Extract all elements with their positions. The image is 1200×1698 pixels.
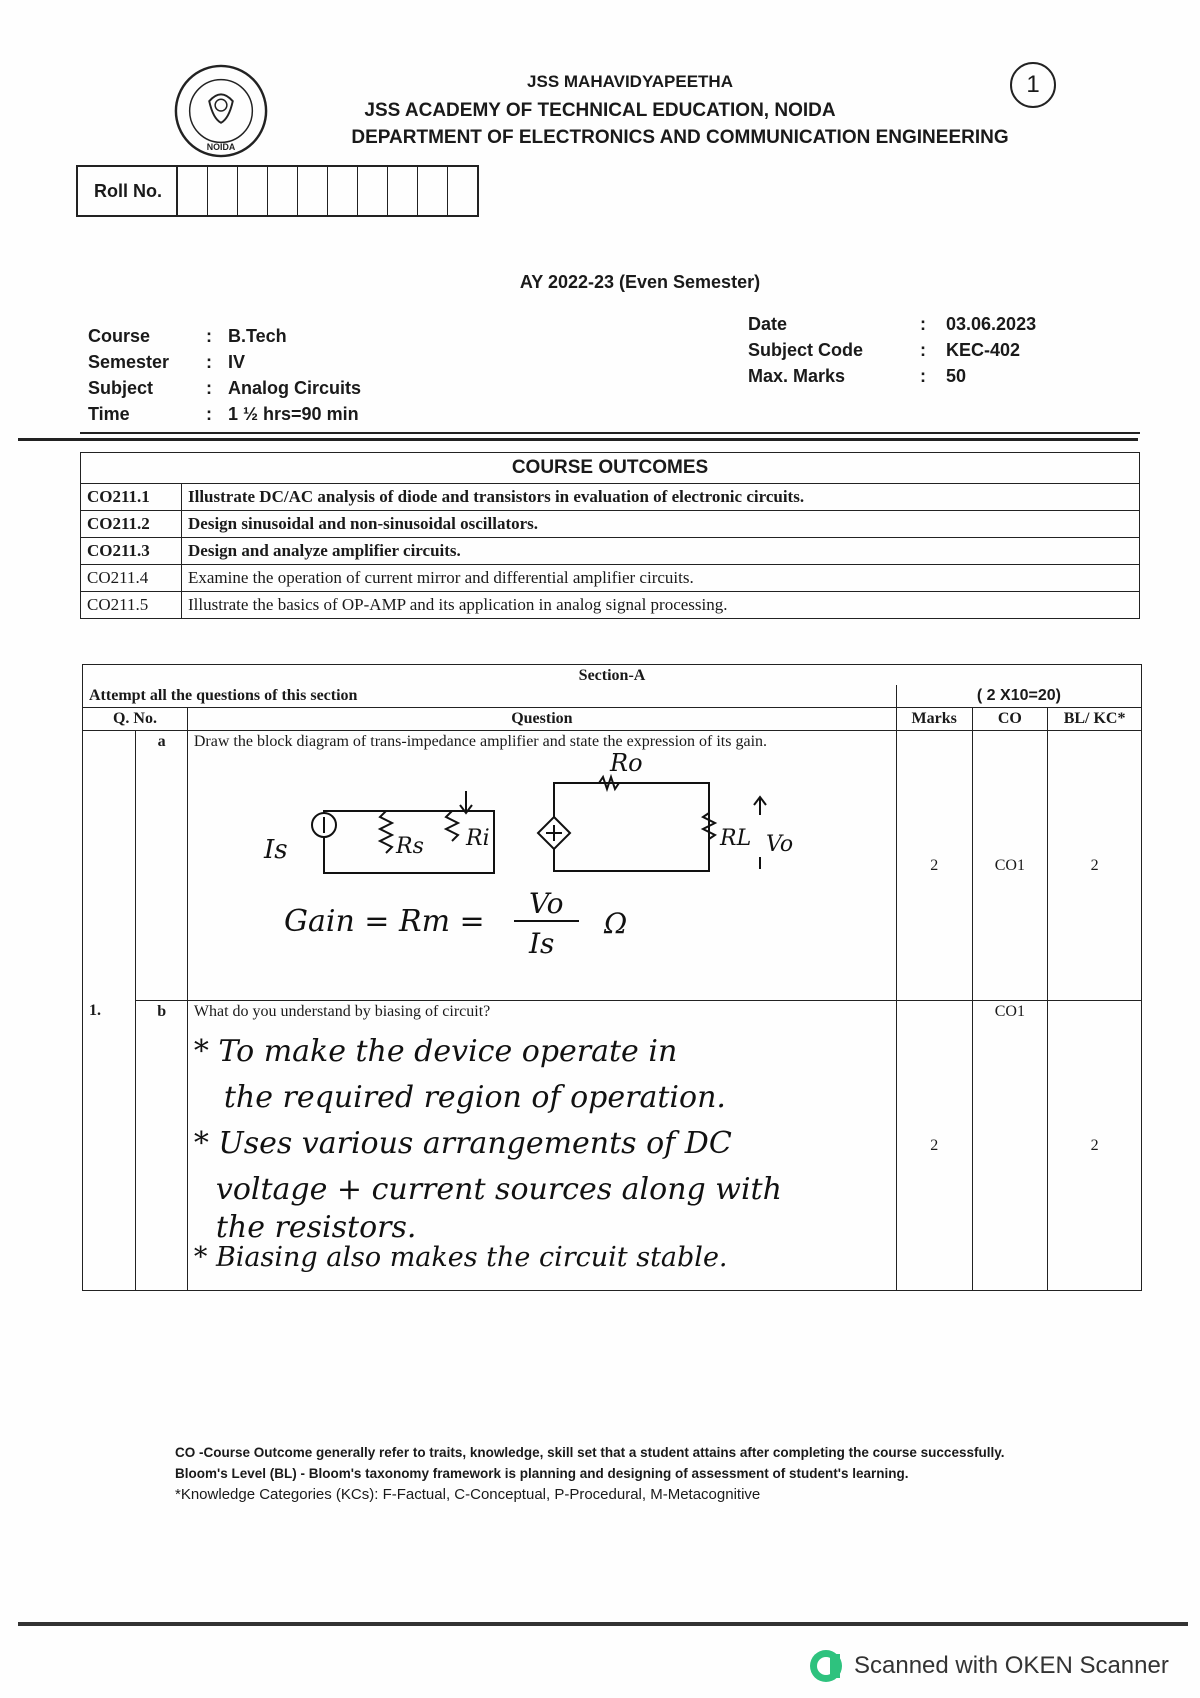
answer-line: * To make the device operate in [193,1034,678,1069]
bl-value: 2 [1048,731,1142,1001]
label-rs: Rs [395,834,424,859]
marks-scheme: ( 2 X10=20) [896,685,1141,708]
co-code: CO211.4 [81,565,182,592]
roll-cell[interactable] [358,167,388,215]
scanner-text: Scanned with OKEN Scanner [854,1652,1169,1679]
bl-value: 2 [1048,1001,1142,1291]
table-row [81,565,1140,592]
header-marks: Marks [896,708,972,731]
circuit-diagram [194,753,874,963]
meta-key: Time [88,404,130,424]
roll-cell[interactable] [238,167,268,215]
question-number: 1. [83,731,136,1291]
roll-cell[interactable] [448,167,477,215]
co-code: CO211.1 [81,484,182,511]
label-ri: Ri [465,826,490,851]
scanner-watermark [808,1648,1169,1684]
page-bottom-edge [18,1622,1188,1626]
answer-line: * Biasing also makes the circuit stable. [193,1242,728,1273]
roll-cell[interactable] [328,167,358,215]
co-description: Design and analyze amplifier circuits. [182,538,1140,565]
meta-subject: Subject : Analog Circuits [88,378,362,398]
meta-value: 03.06.2023 [946,314,1037,334]
question-cell [187,1001,896,1291]
footnotes [175,1442,1055,1505]
co-description: Illustrate DC/AC analysis of diode and transistors in evaluation of electronic circuits. [182,484,1140,511]
meta-value: 1 ½ hrs=90 min [228,404,359,424]
exam-meta-left [88,326,448,436]
roll-cell[interactable] [178,167,208,215]
gain-numerator: Vo [528,887,564,920]
divider [18,438,1138,441]
meta-value: 50 [946,366,967,386]
header-co: CO [972,708,1048,731]
answer-line: the resistors. [215,1210,417,1245]
institute-logo [172,62,270,160]
roll-cell[interactable] [388,167,418,215]
meta-semester: Semester : IV [88,352,246,372]
co-value: CO1 [972,731,1048,1001]
table-row [81,484,1140,511]
co-code: CO211.2 [81,511,182,538]
question-text: Draw the block diagram of trans-impedance amplifier and state the expression of its gain. [193,733,768,750]
course-outcomes-table [80,452,1140,619]
academic-year: AY 2022-23 (Even Semester) [519,272,761,292]
co-code: CO211.3 [81,538,182,565]
table-row [81,511,1140,538]
handwritten-answer [194,1029,890,1273]
co-description: Examine the operation of current mirror and differential amplifier circuits. [182,565,1140,592]
answer-line: * Uses various arrangements of DC [193,1126,732,1161]
logo-text: NOIDA [206,142,236,153]
exam-meta-right [748,314,1088,394]
header-question: Question [187,708,896,731]
marks-value: 2 [896,1001,972,1291]
co-value: CO1 [972,1001,1048,1291]
gain-expression: Gain = Rm = [283,904,485,939]
co-code: CO211.5 [81,592,182,619]
part-label: b [136,1001,187,1291]
roll-number-box[interactable] [76,165,479,217]
meta-time: Time : 1 ½ hrs=90 min [88,404,359,424]
table-row [81,592,1140,619]
roll-cell[interactable] [418,167,448,215]
meta-value: KEC-402 [946,340,1021,360]
page-number: 1 [1010,62,1056,108]
meta-course: Course : B.Tech [88,326,287,346]
note-co: CO -Course Outcome generally refer to traits, knowledge, skill set that a student attains after completing the course successfully. [175,1445,1005,1460]
roll-cell[interactable] [208,167,238,215]
meta-value: B.Tech [228,326,287,346]
meta-key: Max. Marks [748,366,846,386]
divider [80,432,1140,434]
section-a-table [82,664,1142,1291]
institute-name: JSS ACADEMY OF TECHNICAL EDUCATION, NOIDA [364,100,836,121]
roll-cell[interactable] [268,167,298,215]
label-rl: RL [719,826,752,851]
table-row [83,731,1142,1001]
meta-key: Semester [88,352,170,372]
answer-line: voltage + current sources along with [215,1172,782,1207]
org-name: JSS MAHAVIDYAPEETHA [527,72,733,91]
co-table-title: COURSE OUTCOMES [81,453,1140,484]
roll-cell[interactable] [298,167,328,215]
meta-key: Date [748,314,788,334]
meta-value: IV [228,352,246,372]
roll-label: Roll No. [78,167,178,215]
gain-denominator: Is [528,927,555,960]
question-text: What do you understand by biasing of circuit? [193,1003,491,1020]
co-description: Illustrate the basics of OP-AMP and its application in analog signal processing. [182,592,1140,619]
marks-value: 2 [896,731,972,1001]
department-name: DEPARTMENT OF ELECTRONICS AND COMMUNICATION ENGINEERING [351,127,1009,148]
meta-subject-code: Subject Code : KEC-402 [748,340,1021,360]
section-title: Section-A [83,665,1142,686]
part-label: a [136,731,187,1001]
question-cell [187,731,896,1001]
table-row [83,1001,1142,1291]
meta-key: Course [88,326,151,346]
meta-max-marks: Max. Marks : 50 [748,366,967,386]
header-qno: Q. No. [83,708,188,731]
note-kc: *Knowledge Categories (KCs): F-Factual, C-Conceptual, P-Procedural, M-Metacognitive [175,1486,761,1503]
meta-date: Date : 03.06.2023 [748,314,1037,334]
answer-line: the required region of operation. [223,1080,726,1115]
meta-value: Analog Circuits [228,378,362,398]
section-instruction: Attempt all the questions of this section [83,685,897,708]
table-row [81,538,1140,565]
label-is: Is [263,835,288,865]
meta-key: Subject Code [748,340,864,360]
meta-key: Subject [88,378,154,398]
note-bl: Bloom's Level (BL) - Bloom's taxonomy framework is planning and designing of assessment of student's learning. [175,1466,909,1481]
label-ro: Ro [609,753,643,777]
header-bl: BL/ KC* [1048,708,1142,731]
label-vo: Vo [765,832,793,857]
gain-unit: Ω [603,907,628,940]
co-description: Design sinusoidal and non-sinusoidal oscillators. [182,511,1140,538]
scanner-logo-icon [808,1648,844,1684]
